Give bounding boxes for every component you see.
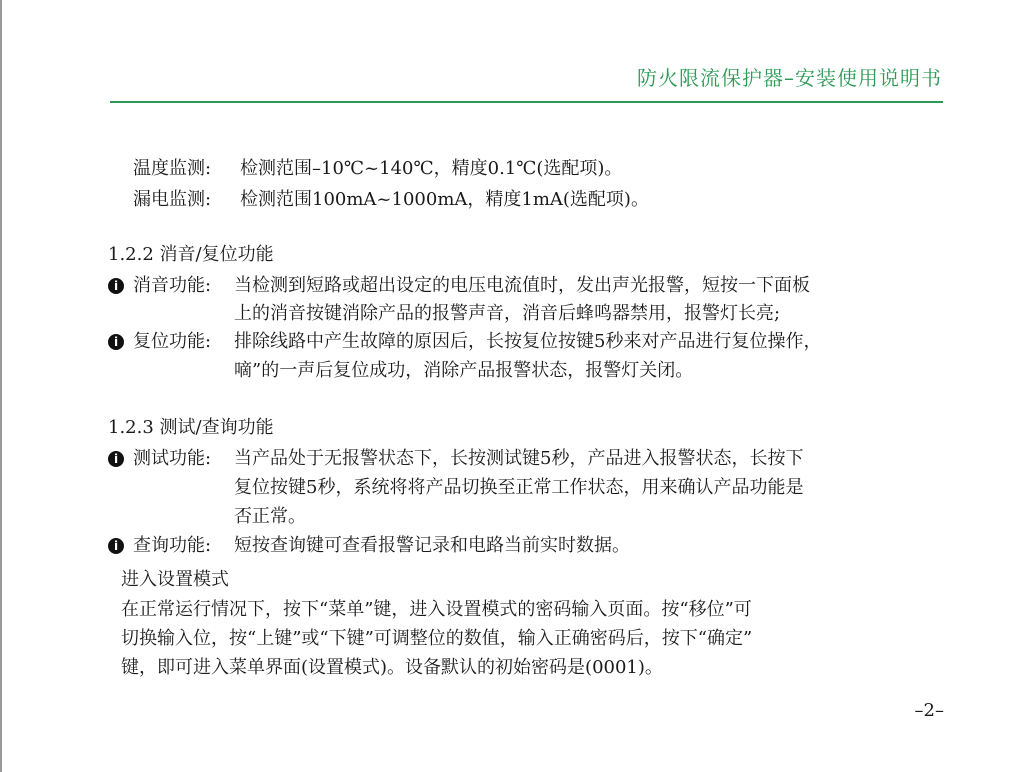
settings-mode-line: 键，即可进入菜单界面(设置模式)。设备默认的初始密码是(0001)。 — [121, 657, 663, 678]
test-function-line: 当产品处于无报警状态下，长按测试键5秒，产品进入报警状态，长按下 — [234, 448, 804, 469]
leakage-monitor-label: 漏电监测: — [133, 189, 212, 210]
info-icon: i — [108, 334, 124, 350]
info-icon: i — [108, 278, 124, 294]
mute-function-line: 当检测到短路或超出设定的电压电流值时，发出声光报警，短按一下面板 — [234, 275, 810, 296]
page-number: –2– — [914, 700, 944, 721]
temperature-monitor-label: 温度监测: — [133, 158, 212, 179]
reset-function-line: 嘀”的一声后复位成功，消除产品报警状态，报警灯关闭。 — [234, 360, 694, 381]
settings-mode-heading: 进入设置模式 — [121, 569, 229, 590]
info-icon: i — [108, 451, 124, 467]
settings-mode-line: 在正常运行情况下，按下“菜单”键，进入设置模式的密码输入页面。按“移位”可 — [121, 599, 752, 620]
reset-function-line: 排除线路中产生故障的原因后，长按复位按键5秒来对产品进行复位操作， — [234, 331, 822, 352]
reset-function-label: 复位功能: — [133, 331, 212, 352]
leakage-monitor-text: 检测范围100mA~1000mA，精度1mA(选配项)。 — [240, 189, 649, 210]
temperature-monitor-text: 检测范围–10℃~140℃，精度0.1℃(选配项)。 — [240, 158, 623, 179]
test-function-line: 否正常。 — [234, 506, 306, 527]
info-icon: i — [108, 538, 124, 554]
test-function-label: 测试功能: — [133, 448, 212, 469]
mute-function-line: 上的消音按键消除产品的报警声音，消音后蜂鸣器禁用，报警灯长亮; — [234, 303, 781, 324]
section-heading-1-2-3: 1.2.3 测试/查询功能 — [108, 417, 274, 438]
settings-mode-line: 切换输入位，按“上键”或“下键”可调整位的数值，输入正确密码后，按下“确定” — [121, 628, 753, 649]
section-heading-1-2-2: 1.2.2 消音/复位功能 — [108, 244, 274, 265]
query-function-line: 短按查询键可查看报警记录和电路当前实时数据。 — [234, 535, 630, 556]
query-function-label: 查询功能: — [133, 535, 212, 556]
test-function-line: 复位按键5秒，系统将将产品切换至正常工作状态，用来确认产品功能是 — [234, 477, 804, 498]
document-title: 防火限流保护器–安装使用说明书 — [637, 66, 942, 90]
header-divider — [110, 101, 943, 103]
mute-function-label: 消音功能: — [133, 275, 212, 296]
